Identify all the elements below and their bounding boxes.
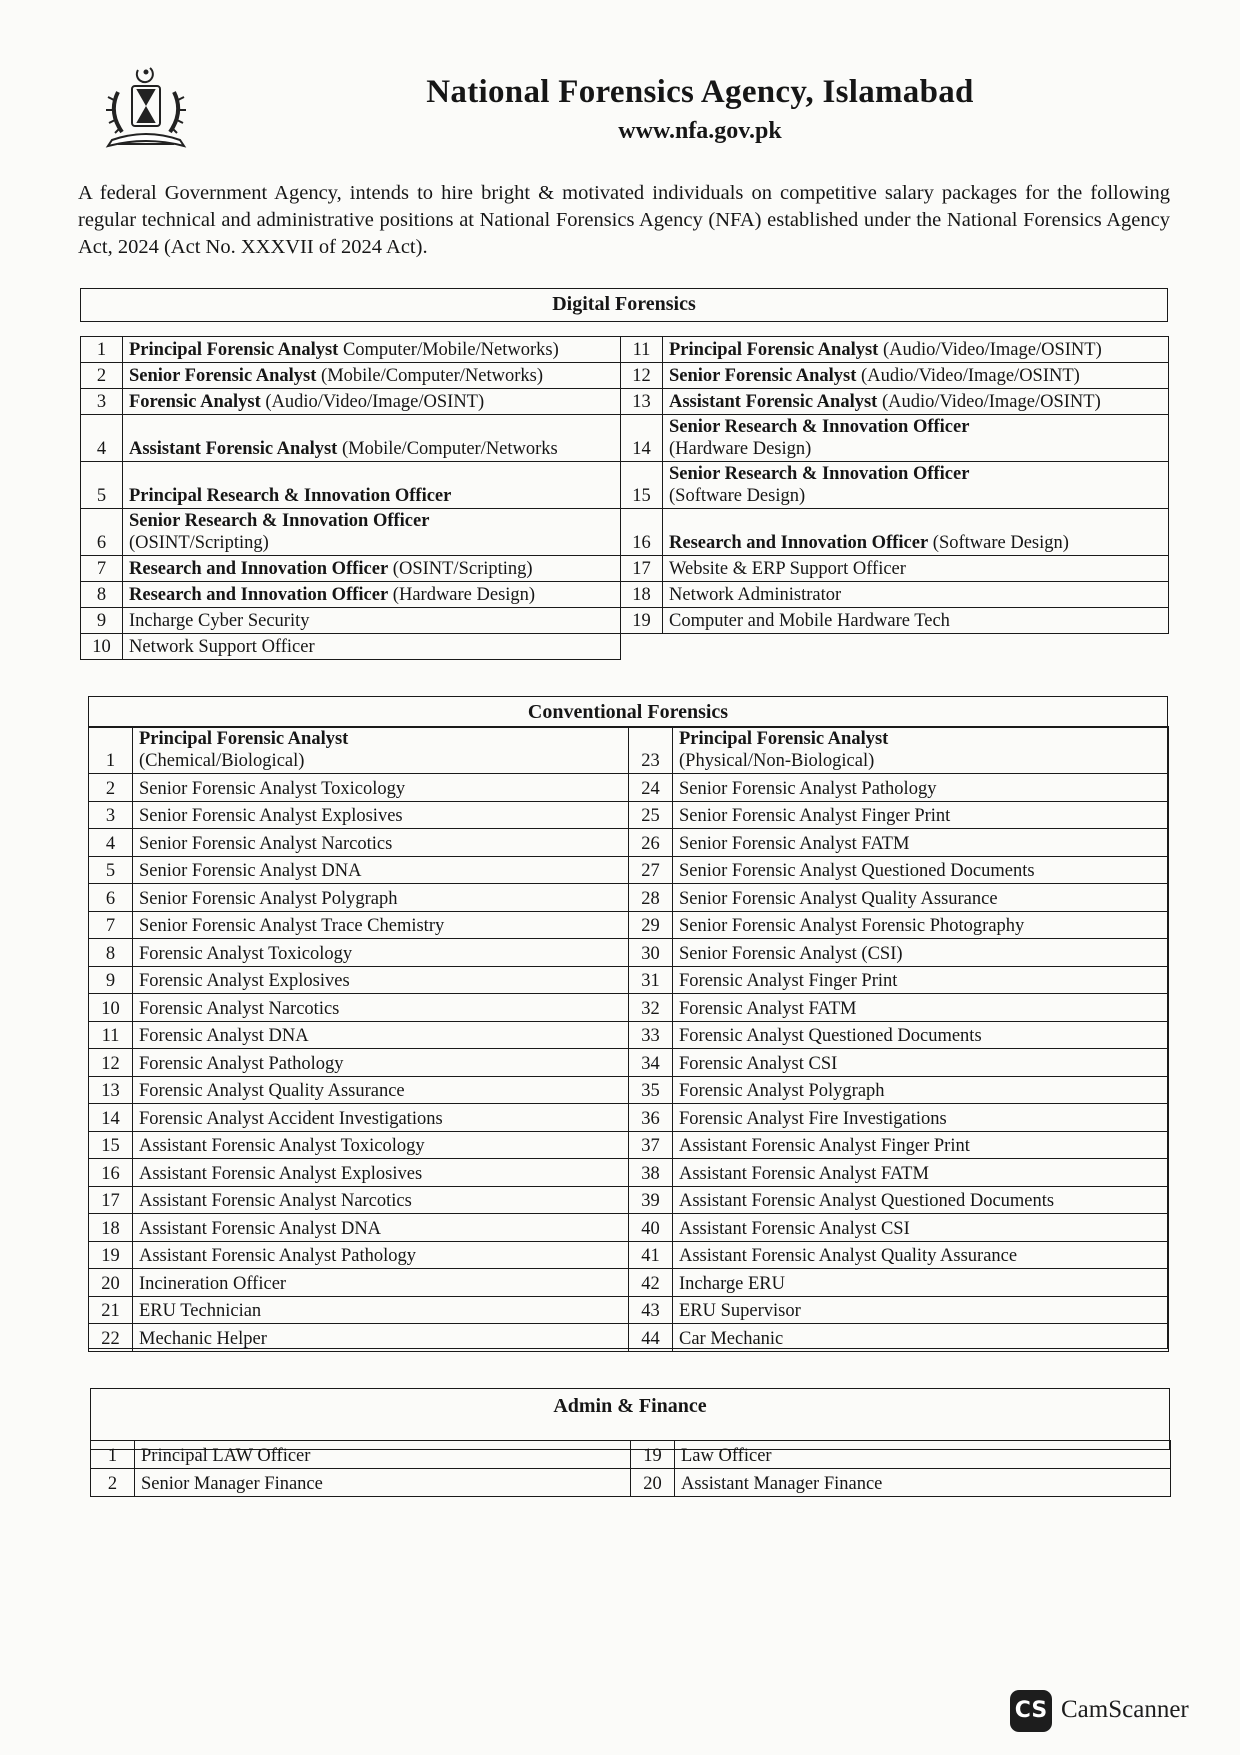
position-title-bold: Research and Innovation Officer [129, 585, 389, 605]
position-title [673, 1131, 1169, 1159]
table-row [89, 911, 1169, 939]
position-title [673, 1104, 1169, 1132]
position-title-text: Forensic Analyst Accident Investigations [139, 1108, 443, 1129]
position-title-text: Forensic Analyst Fire Investigations [679, 1108, 947, 1129]
position-title-text: Assistant Forensic Analyst Toxicology [139, 1136, 425, 1156]
position-title: Assistant Manager Finance [675, 1469, 1171, 1497]
position-title-text: Senior Forensic Analyst Questioned Documents [679, 861, 1035, 881]
position-title-detail: (Mobile/Computer/Networks [337, 439, 558, 459]
position-number: 36 [629, 1104, 673, 1132]
position-number: 13 [89, 1076, 133, 1104]
position-title-bold: Senior Research & Innovation Officer [669, 464, 970, 484]
position-title-text: Senior Forensic Analyst Polygraph [139, 888, 398, 909]
table-row [89, 966, 1169, 994]
position-title-text: Forensic Analyst FATM [679, 998, 857, 1019]
position-number: 20 [631, 1469, 675, 1497]
position-title-text: Forensic Analyst Quality Assurance [139, 1081, 405, 1101]
position-title-detail: (Audio/Video/Image/OSINT) [856, 366, 1080, 386]
position-title-text: Senior Forensic Analyst (CSI) [679, 943, 903, 964]
position-number: 14 [89, 1104, 133, 1132]
position-number: 37 [629, 1131, 673, 1159]
position-title-bold: Research and Innovation Officer [669, 533, 929, 553]
position-number: 24 [629, 774, 673, 802]
position-title-text: Assistant Forensic Analyst CSI [679, 1218, 910, 1239]
position-title-detail: (OSINT/Scripting) [129, 533, 269, 553]
table-row [81, 509, 1169, 556]
position-title [663, 462, 1169, 509]
position-number: 10 [81, 634, 123, 660]
position-number: 10 [89, 994, 133, 1022]
position-number: 26 [629, 829, 673, 857]
position-title: Senior Manager Finance [135, 1469, 631, 1497]
position-title-detail: Computer/Mobile/Networks) [338, 340, 559, 360]
table-row [89, 994, 1169, 1022]
position-title-detail: (Audio/Video/Image/OSINT) [260, 392, 485, 412]
position-number: 5 [89, 856, 133, 884]
position-title-bold: Senior Forensic Analyst [129, 366, 317, 386]
position-title-text: Incharge ERU [679, 1273, 785, 1294]
position-title-detail: (Audio/Video/Image/OSINT) [877, 392, 1101, 412]
position-title [133, 801, 629, 829]
position-title-detail: Incharge Cyber Security [129, 611, 310, 631]
position-title-bold: Principal Forensic Analyst [669, 340, 879, 360]
position-title-text: Assistant Forensic Analyst Explosives [139, 1163, 423, 1184]
position-title [673, 1021, 1169, 1049]
position-title-bold: Assistant Forensic Analyst [129, 439, 338, 459]
position-number: 19 [621, 608, 663, 634]
table-row [89, 1214, 1169, 1242]
position-title-detail: (Audio/Video/Image/OSINT) [878, 340, 1102, 360]
position-title-text: Incineration Officer [139, 1273, 287, 1294]
position-number: 20 [89, 1269, 133, 1297]
position-number: 15 [621, 462, 663, 509]
position-title-text: Forensic Analyst DNA [139, 1026, 309, 1046]
position-number: 3 [89, 801, 133, 829]
position-number: 6 [89, 884, 133, 912]
position-number: 2 [89, 774, 133, 802]
position-number: 7 [81, 556, 123, 582]
page-title: National Forensics Agency, Islamabad [426, 74, 974, 110]
position-title [663, 582, 1169, 608]
table-row [89, 829, 1169, 857]
position-title-text: Senior Forensic Analyst Explosives [139, 806, 403, 826]
position-title-detail: Network Support Officer [129, 637, 315, 657]
table-row [89, 939, 1169, 967]
position-number: 12 [621, 363, 663, 389]
position-title [673, 1269, 1169, 1297]
position-number: 12 [89, 1049, 133, 1077]
position-title-bold: Principal Forensic Analyst [679, 729, 889, 749]
position-number: 5 [81, 462, 123, 509]
position-title [133, 1131, 629, 1159]
position-number: 6 [81, 509, 123, 556]
position-title-text: Car Mechanic [679, 1328, 784, 1349]
position-number: 11 [621, 337, 663, 363]
position-number: 9 [81, 608, 123, 634]
table-row [89, 727, 1169, 774]
position-title-text: Senior Forensic Analyst FATM [679, 833, 910, 854]
position-title-detail: (OSINT/Scripting) [388, 559, 533, 579]
position-title [133, 884, 629, 912]
table-row [81, 608, 1169, 634]
position-number: 22 [89, 1324, 133, 1352]
position-title [133, 911, 629, 939]
position-number: 14 [621, 415, 663, 462]
position-title: Principal LAW Officer [135, 1441, 631, 1469]
camscanner-logo-icon: CS [1010, 1690, 1052, 1732]
position-number: 3 [81, 389, 123, 415]
position-number: 18 [89, 1214, 133, 1242]
position-title-text: Forensic Analyst Questioned Documents [679, 1026, 982, 1046]
position-number: 43 [629, 1296, 673, 1324]
table-row [89, 1131, 1169, 1159]
position-number: 32 [629, 994, 673, 1022]
position-number: 25 [629, 801, 673, 829]
position-title-text: Assistant Forensic Analyst Questioned Documents [679, 1191, 1055, 1211]
position-title [123, 363, 621, 389]
position-title [123, 337, 621, 363]
position-number: 1 [81, 337, 123, 363]
position-title-bold: Principal Forensic Analyst [129, 340, 339, 360]
table-row [89, 1076, 1169, 1104]
position-title [673, 774, 1169, 802]
position-title-bold: Principal Forensic Analyst [139, 729, 349, 749]
position-title [663, 389, 1169, 415]
position-title-text: Forensic Analyst Toxicology [139, 943, 353, 964]
position-title-detail: Website & ERP Support Officer [669, 559, 906, 579]
position-title-bold: Research and Innovation Officer [129, 559, 389, 579]
position-title-bold: Senior Research & Innovation Officer [669, 417, 970, 437]
intro-paragraph: A federal Government Agency, intends to hire bright & motivated individuals on competitive salary packages for the following regular technical and administrative positions at National Forensics Agency (NFA) established under the National Forensics Agency Act, 2024 (Act No. XXXVII of 2024 Act). [78, 182, 1170, 258]
position-title [133, 1214, 629, 1242]
position-title [133, 856, 629, 884]
position-title [673, 1076, 1169, 1104]
position-title-text: Forensic Analyst Narcotics [139, 998, 340, 1019]
position-title [133, 1324, 629, 1352]
position-number: 42 [629, 1269, 673, 1297]
position-title [673, 1186, 1169, 1214]
table-row [81, 582, 1169, 608]
position-number: 17 [89, 1186, 133, 1214]
table-row [89, 801, 1169, 829]
position-title-text: Forensic Analyst Explosives [139, 971, 350, 991]
table-row [81, 462, 1169, 509]
position-number: 27 [629, 856, 673, 884]
position-title-text: Senior Forensic Analyst DNA [139, 861, 362, 881]
position-title [663, 509, 1169, 556]
position-title [133, 1049, 629, 1077]
position-title-text: Senior Forensic Analyst Quality Assurance [679, 888, 998, 909]
position-title [663, 556, 1169, 582]
position-title [673, 911, 1169, 939]
table-row [89, 1049, 1169, 1077]
position-title [663, 363, 1169, 389]
position-number [621, 634, 663, 660]
position-title [133, 829, 629, 857]
position-number: 8 [81, 582, 123, 608]
position-number: 16 [621, 509, 663, 556]
digital-forensics-table [80, 336, 1169, 660]
table-row [91, 1469, 1171, 1497]
position-title-bold: Assistant Forensic Analyst [669, 392, 878, 412]
table-row [89, 1296, 1169, 1324]
position-title [663, 337, 1169, 363]
position-title [133, 939, 629, 967]
position-number: 23 [629, 727, 673, 774]
position-title-text: Senior Forensic Analyst Finger Print [679, 806, 951, 826]
position-title [663, 608, 1169, 634]
position-number: 2 [91, 1469, 135, 1497]
position-title [673, 1159, 1169, 1187]
position-title [133, 1076, 629, 1104]
position-title-detail: (Software Design) [928, 533, 1069, 553]
table-row [81, 337, 1169, 363]
position-title [123, 509, 621, 556]
position-number: 18 [621, 582, 663, 608]
table-row [89, 1186, 1169, 1214]
camscanner-brand: CamScanner [1061, 1696, 1189, 1723]
position-number: 8 [89, 939, 133, 967]
position-title-text: Assistant Forensic Analyst Narcotics [139, 1191, 412, 1211]
position-number: 34 [629, 1049, 673, 1077]
table-row [89, 1324, 1169, 1352]
position-title-text: ERU Supervisor [679, 1301, 801, 1321]
position-title [123, 389, 621, 415]
table-row [89, 1021, 1169, 1049]
position-title [123, 415, 621, 462]
position-title [673, 994, 1169, 1022]
position-title [123, 608, 621, 634]
position-number: 21 [89, 1296, 133, 1324]
position-title: Law Officer [675, 1441, 1171, 1469]
position-title-detail: Computer and Mobile Hardware Tech [669, 611, 950, 631]
position-title [133, 1269, 629, 1297]
table-row [81, 556, 1169, 582]
position-title-text: Senior Forensic Analyst Forensic Photography [679, 916, 1025, 936]
position-title-text: Senior Forensic Analyst Narcotics [139, 833, 393, 854]
position-number: 4 [81, 415, 123, 462]
position-title [663, 634, 1169, 660]
admin-finance-table [90, 1440, 1171, 1497]
table-row [89, 1104, 1169, 1132]
position-number: 15 [89, 1131, 133, 1159]
position-title-bold: Principal Research & Innovation Officer [129, 486, 452, 506]
table-row [89, 1269, 1169, 1297]
position-number: 31 [629, 966, 673, 994]
position-title-text: Forensic Analyst Pathology [139, 1053, 344, 1074]
position-number: 30 [629, 939, 673, 967]
position-number: 16 [89, 1159, 133, 1187]
position-title [673, 884, 1169, 912]
position-number: 40 [629, 1214, 673, 1242]
position-title-text: Forensic Analyst Polygraph [679, 1081, 885, 1101]
position-title-text: Assistant Forensic Analyst FATM [679, 1163, 929, 1184]
position-title [673, 939, 1169, 967]
position-title [673, 856, 1169, 884]
position-number: 13 [621, 389, 663, 415]
position-number: 11 [89, 1021, 133, 1049]
position-title-text: ERU Technician [139, 1301, 262, 1321]
position-number: 2 [81, 363, 123, 389]
position-number: 17 [621, 556, 663, 582]
position-number: 7 [89, 911, 133, 939]
position-title-text: Mechanic Helper [139, 1328, 267, 1349]
position-number: 1 [89, 727, 133, 774]
position-number: 4 [89, 829, 133, 857]
position-title-detail: (Chemical/Biological) [139, 751, 305, 771]
position-number: 19 [631, 1441, 675, 1469]
position-number: 33 [629, 1021, 673, 1049]
position-title [133, 1241, 629, 1269]
table-row [89, 774, 1169, 802]
position-title [133, 1159, 629, 1187]
position-title [133, 966, 629, 994]
conventional-forensics-title: Conventional Forensics [89, 697, 1167, 728]
position-number: 19 [89, 1241, 133, 1269]
position-title-text: Forensic Analyst Finger Print [679, 971, 898, 991]
admin-finance-title: Admin & Finance [90, 1388, 1170, 1450]
position-title-text: Assistant Forensic Analyst Quality Assurance [679, 1246, 1018, 1266]
position-number: 41 [629, 1241, 673, 1269]
table-row [89, 1241, 1169, 1269]
position-title [673, 1324, 1169, 1352]
position-title-detail: (Hardware Design) [388, 585, 536, 605]
position-title [133, 1021, 629, 1049]
position-title-text: Senior Forensic Analyst Trace Chemistry [139, 916, 445, 936]
position-number: 44 [629, 1324, 673, 1352]
table-row [81, 415, 1169, 462]
government-emblem-icon [98, 62, 194, 158]
position-title [133, 994, 629, 1022]
position-title-text: Forensic Analyst CSI [679, 1053, 838, 1074]
position-title [673, 966, 1169, 994]
position-title [673, 801, 1169, 829]
position-title [673, 1296, 1169, 1324]
position-title [123, 634, 621, 660]
position-title [673, 727, 1169, 774]
position-title-text: Assistant Forensic Analyst Finger Print [679, 1136, 970, 1156]
table-row [91, 1441, 1171, 1469]
position-title-detail: (Hardware Design) [669, 439, 812, 459]
position-number: 1 [91, 1441, 135, 1469]
table-row [89, 884, 1169, 912]
position-title-detail: (Software Design) [669, 486, 806, 506]
position-title-detail: Network Administrator [669, 585, 842, 605]
position-title [673, 1049, 1169, 1077]
position-title [133, 1296, 629, 1324]
position-title [123, 582, 621, 608]
position-title-text: Assistant Forensic Analyst DNA [139, 1218, 382, 1239]
table-row [89, 856, 1169, 884]
position-title-text: Senior Forensic Analyst Toxicology [139, 778, 406, 799]
position-number: 9 [89, 966, 133, 994]
position-title [123, 462, 621, 509]
position-title [663, 415, 1169, 462]
position-title-bold: Forensic Analyst [129, 392, 261, 412]
position-title [673, 1214, 1169, 1242]
position-title-text: Senior Forensic Analyst Pathology [679, 778, 937, 799]
position-title [133, 1104, 629, 1132]
conventional-forensics-table [88, 726, 1169, 1352]
position-title-text: Assistant Forensic Analyst Pathology [139, 1246, 416, 1266]
position-number: 29 [629, 911, 673, 939]
table-row [89, 1159, 1169, 1187]
position-number: 38 [629, 1159, 673, 1187]
position-number: 28 [629, 884, 673, 912]
position-title [133, 727, 629, 774]
position-title [133, 774, 629, 802]
position-title-detail: (Physical/Non-Biological) [679, 751, 875, 771]
position-title [673, 1241, 1169, 1269]
digital-forensics-title: Digital Forensics [80, 288, 1168, 322]
position-title-detail: (Mobile/Computer/Networks) [316, 366, 544, 386]
position-title [673, 829, 1169, 857]
table-row [81, 389, 1169, 415]
website-link[interactable]: www.nfa.gov.pk [618, 118, 782, 144]
position-number: 35 [629, 1076, 673, 1104]
position-title [123, 556, 621, 582]
position-number: 39 [629, 1186, 673, 1214]
position-title-bold: Senior Research & Innovation Officer [129, 511, 430, 531]
position-title [133, 1186, 629, 1214]
table-row [81, 634, 1169, 660]
position-title-bold: Senior Forensic Analyst [669, 366, 857, 386]
table-row [81, 363, 1169, 389]
